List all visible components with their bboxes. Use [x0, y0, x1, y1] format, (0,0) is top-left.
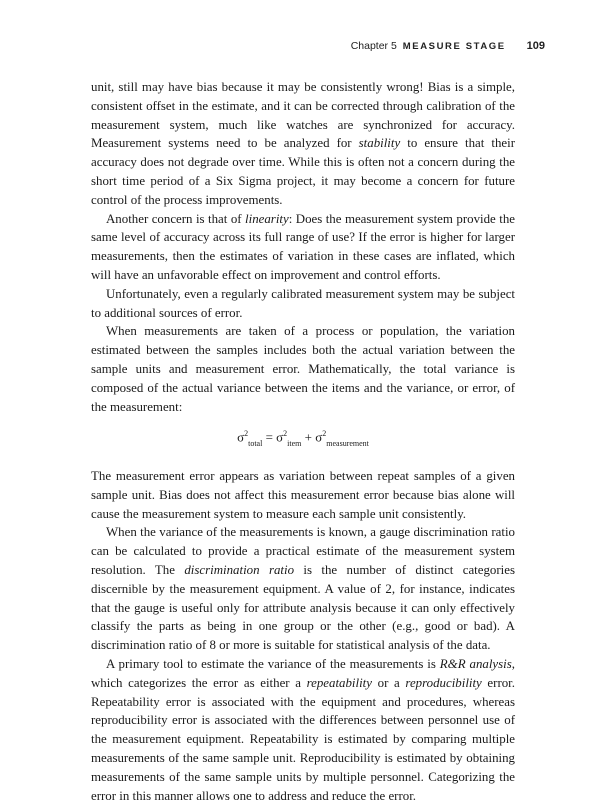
paragraph-linearity	[91, 210, 515, 285]
running-header	[90, 40, 545, 52]
text-run: or a	[372, 675, 406, 690]
variance-formula	[91, 425, 515, 453]
text-run: , which categorizes the error as either a	[91, 657, 515, 690]
term-rr-analysis: R&R analysis	[439, 657, 512, 672]
term-linearity: linearity	[245, 211, 289, 226]
term-repeatability: repeatability	[306, 675, 372, 690]
term-discrimination-ratio: discrimination ratio	[184, 563, 295, 578]
text-run: is the number of distinct categories discernible by the measurement equipment. A value of 2, for instance, indicates that the gauge is useful only for attribute analysis because it can only effectively classify the parts as being in one group or the other (e.g., good or bad). A discrimination ratio of 8 or more is suitable for statistical analysis of the data.	[91, 563, 515, 653]
text-run: A primary tool to estimate the variance of the measurements is	[106, 657, 440, 672]
subscript-total: total	[248, 439, 263, 449]
subscript-item: item	[287, 439, 302, 449]
chapter-label: Chapter 5	[350, 40, 397, 52]
plus-sign: +	[301, 429, 316, 445]
paragraph-variance: When measurements are taken of a process or population, the variation estimated between the samples includes both the actual variation between the sample units and measurement error. Mathematically, the total variance is composed of the actual variance between the items and the variance, or error, of the measurement:	[91, 324, 515, 414]
paragraph-bias-stability	[91, 78, 515, 210]
exponent: 2	[322, 429, 327, 439]
sigma-symbol: σ	[276, 429, 284, 445]
exponent: 2	[283, 429, 288, 439]
text-run: When the variance of the measurements is known, a gauge discrimination ratio can be calculated to provide a practical estimate of the measurement system resolution. The	[91, 525, 515, 578]
page-number: 109	[526, 40, 545, 52]
paragraph-rr-analysis	[91, 655, 515, 805]
text-run: : Does the measurement system provide the same level of accuracy across its full range of use? If the error is higher for larger measurements, then the estimates of variation in these cases are inflated, which will have an unfavorable effect on improvement and control efforts.	[91, 211, 515, 282]
equals-sign: =	[262, 429, 277, 445]
paragraph-additional-error: Unfortunately, even a regularly calibrated measurement system may be subject to additional sources of error.	[91, 286, 515, 320]
paragraph-discrimination-ratio	[91, 523, 515, 655]
text-run: Another concern is that of	[106, 211, 246, 226]
text-run: error. Repeatability error is associated with the equipment and procedures, whereas reproducibility error is associated with the differences between personnel use of the measurement equipment. Repeatability is estimated by comparing multiple measurements of the same sample unit. Reproducibility is estimated by obtaining measurements of the same sample units by multiple personnel. Categorizing the error in this manner allows one to address and reduce the error.	[91, 675, 515, 803]
text-run: to ensure that their accuracy does not degrade over time. While this is often not a concern during the short time period of a Six Sigma project, it may become a concern for future control of the process improvements.	[91, 136, 515, 207]
paragraph-measurement-error: The measurement error appears as variation between repeat samples of a given sample unit. Bias does not affect this measurement error because bias alone will cause the measurement system to measure each sample unit consistently.	[91, 469, 515, 521]
exponent: 2	[244, 429, 249, 439]
body-text	[91, 78, 515, 805]
section-title: MEASURE STAGE	[402, 41, 506, 52]
subscript-measurement: measurement	[326, 439, 369, 449]
text-run: unit, still may have bias because it may be consistently wrong! Bias is a simple, consistent offset in the estimate, and it can be corrected through calibration of the measurement system, much like watches are synchronized for accuracy. Measurement systems need to be analyzed for	[91, 80, 515, 151]
sigma-symbol: σ	[315, 429, 323, 445]
sigma-symbol: σ	[237, 429, 245, 445]
term-reproducibility: reproducibility	[405, 675, 482, 690]
term-stability: stability	[358, 136, 401, 151]
